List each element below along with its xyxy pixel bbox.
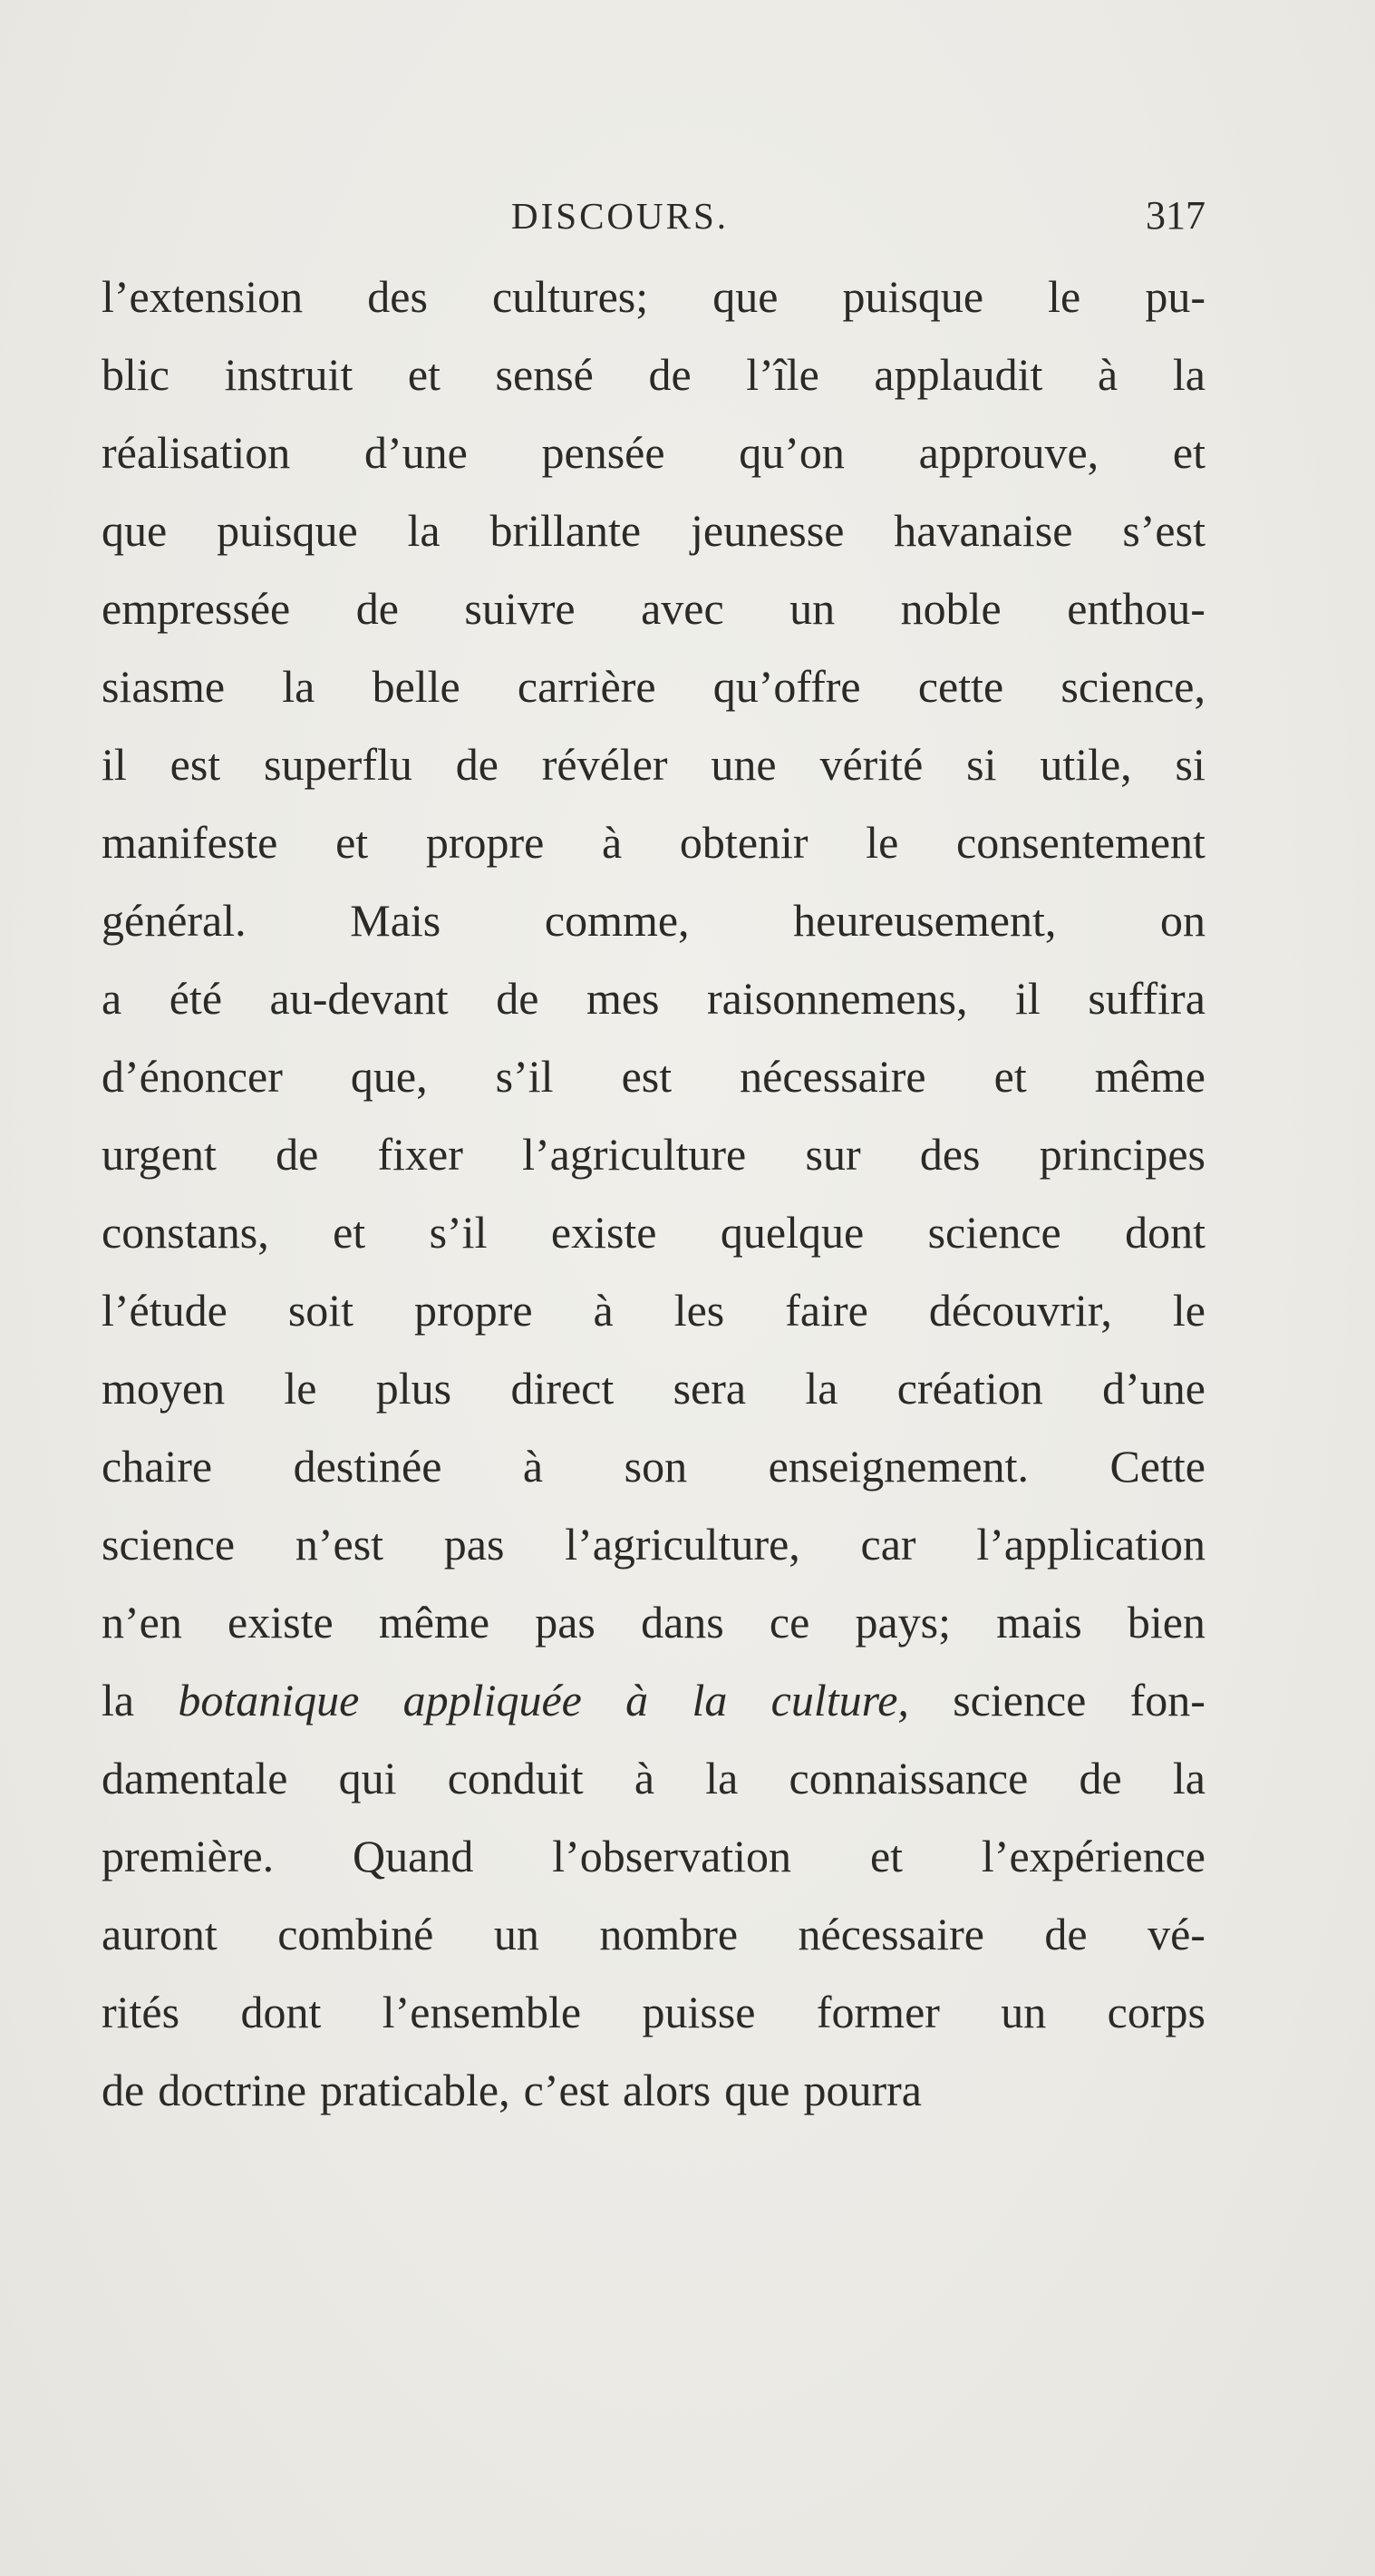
word: brillante bbox=[489, 505, 642, 556]
word: l’application bbox=[976, 1519, 1206, 1570]
word: connaissance bbox=[789, 1753, 1029, 1803]
text-line bbox=[102, 413, 1206, 491]
word: nécessaire bbox=[740, 1051, 926, 1102]
word: vé- bbox=[1147, 1909, 1206, 1959]
page-number: 317 bbox=[1146, 193, 1206, 238]
word: siasme bbox=[102, 661, 226, 712]
word: heureusement, bbox=[793, 895, 1057, 946]
word: d’une bbox=[363, 427, 468, 478]
text-line bbox=[102, 1973, 1206, 2051]
word: de bbox=[1079, 1753, 1122, 1803]
word: destinée bbox=[293, 1441, 442, 1492]
word: puisse bbox=[642, 1987, 756, 2037]
word: utile, bbox=[1040, 739, 1132, 790]
text-line bbox=[102, 569, 1206, 647]
word: que bbox=[712, 271, 779, 322]
word: de bbox=[455, 739, 499, 790]
word: noble bbox=[900, 583, 1002, 634]
word: première. bbox=[102, 1831, 275, 1881]
word: science bbox=[102, 1519, 236, 1570]
word-italic: botanique bbox=[178, 1675, 360, 1725]
word: qu’on bbox=[739, 427, 845, 478]
word: puisque bbox=[842, 271, 984, 322]
word: damentale bbox=[102, 1753, 288, 1803]
word: enthou- bbox=[1067, 583, 1206, 634]
word: d’énoncer bbox=[102, 1051, 283, 1102]
word: corps bbox=[1107, 1987, 1206, 2037]
word: s’il bbox=[429, 1207, 488, 1258]
word: son bbox=[624, 1441, 688, 1492]
word: même bbox=[378, 1597, 490, 1648]
word: sensé bbox=[495, 349, 594, 400]
word: l’expérience bbox=[981, 1831, 1206, 1881]
word: si bbox=[1175, 739, 1206, 790]
word: doctrine bbox=[158, 2065, 307, 2115]
word: instruit bbox=[224, 349, 353, 400]
word: belle bbox=[372, 661, 460, 712]
word: moyen bbox=[102, 1363, 226, 1414]
word: applaudit bbox=[874, 349, 1043, 400]
word: et bbox=[333, 1207, 366, 1258]
word: création bbox=[896, 1363, 1043, 1414]
text-line bbox=[102, 1661, 1206, 1739]
word: sur bbox=[805, 1129, 861, 1180]
word: havanaise bbox=[894, 505, 1073, 556]
word: consentement bbox=[956, 817, 1206, 868]
word: l’agriculture, bbox=[565, 1519, 800, 1570]
word: existe bbox=[228, 1597, 334, 1648]
word: empressée bbox=[102, 583, 291, 634]
word: pensée bbox=[541, 427, 665, 478]
text-line bbox=[102, 1349, 1206, 1427]
word: s’il bbox=[495, 1051, 554, 1102]
text-line bbox=[102, 335, 1206, 413]
word: et bbox=[335, 817, 369, 868]
word: pays; bbox=[855, 1597, 952, 1648]
body-text bbox=[102, 258, 1206, 2129]
word-italic: la bbox=[692, 1675, 728, 1725]
word: la bbox=[705, 1753, 739, 1803]
word: et bbox=[993, 1051, 1027, 1102]
word: de bbox=[648, 349, 692, 400]
word: nécessaire bbox=[798, 1909, 984, 1959]
word: pas bbox=[535, 1597, 596, 1648]
word: est bbox=[621, 1051, 673, 1102]
word: s’est bbox=[1122, 505, 1206, 556]
word: qu’offre bbox=[712, 661, 861, 712]
word: n’est bbox=[295, 1519, 384, 1570]
word: il bbox=[1014, 973, 1041, 1024]
word: Cette bbox=[1109, 1441, 1206, 1492]
word: à bbox=[602, 817, 623, 868]
word: que bbox=[102, 505, 168, 556]
word: on bbox=[1159, 895, 1206, 946]
word: science, bbox=[1060, 661, 1206, 712]
word: la bbox=[1172, 1753, 1206, 1803]
word: à bbox=[522, 1441, 544, 1492]
word: le bbox=[1172, 1285, 1206, 1336]
word: qui bbox=[338, 1753, 397, 1803]
text-line bbox=[102, 803, 1206, 881]
word: a bbox=[102, 973, 122, 1024]
word: de bbox=[496, 973, 539, 1024]
word: suffira bbox=[1088, 973, 1206, 1024]
word: comme, bbox=[544, 895, 690, 946]
running-head: DISCOURS. bbox=[511, 195, 730, 237]
word: mes bbox=[586, 973, 660, 1024]
text-line bbox=[102, 1583, 1206, 1661]
word: la bbox=[1172, 349, 1206, 400]
word: chaire bbox=[102, 1441, 213, 1492]
word: l’île bbox=[746, 349, 819, 400]
word: les bbox=[673, 1285, 725, 1336]
word: d’une bbox=[1102, 1363, 1206, 1414]
word: pas bbox=[443, 1519, 505, 1570]
word: urgent bbox=[102, 1129, 217, 1180]
word: pourra bbox=[803, 2065, 922, 2115]
word: praticable, bbox=[320, 2065, 510, 2115]
word: que bbox=[724, 2065, 790, 2115]
word: une bbox=[711, 739, 777, 790]
word: l’agriculture bbox=[522, 1129, 747, 1180]
text-line bbox=[102, 1115, 1206, 1193]
text-line bbox=[102, 881, 1206, 959]
word: Quand bbox=[353, 1831, 474, 1881]
word: n’en bbox=[102, 1597, 182, 1648]
word: combiné bbox=[277, 1909, 434, 1959]
word: révéler bbox=[541, 739, 668, 790]
word: nombre bbox=[599, 1909, 739, 1959]
text-line bbox=[102, 1037, 1206, 1115]
word: même bbox=[1094, 1051, 1206, 1102]
word-italic: à bbox=[625, 1675, 649, 1725]
text-line bbox=[102, 258, 1206, 335]
word: des bbox=[367, 271, 428, 322]
word: auront bbox=[102, 1909, 218, 1959]
word: et bbox=[1172, 427, 1206, 478]
word: manifeste bbox=[102, 817, 278, 868]
text-line bbox=[102, 1505, 1206, 1583]
word: réalisation bbox=[102, 427, 291, 478]
word: alors bbox=[623, 2065, 712, 2115]
word: l’observation bbox=[552, 1831, 792, 1881]
word: de bbox=[102, 2065, 145, 2115]
word: science bbox=[927, 1207, 1061, 1258]
word: cette bbox=[917, 661, 1004, 712]
word: fixer bbox=[377, 1129, 463, 1180]
word: constans, bbox=[102, 1207, 269, 1258]
word: former bbox=[816, 1987, 940, 2037]
word: à bbox=[634, 1753, 655, 1803]
word: direct bbox=[510, 1363, 615, 1414]
word: de bbox=[276, 1129, 319, 1180]
word: cultures; bbox=[491, 271, 649, 322]
word: fon- bbox=[1129, 1675, 1206, 1725]
word: la bbox=[102, 1675, 135, 1725]
word: Mais bbox=[350, 895, 441, 946]
word: avec bbox=[641, 583, 724, 634]
text-line bbox=[102, 1193, 1206, 1271]
word: mais bbox=[996, 1597, 1082, 1648]
word: bien bbox=[1127, 1597, 1206, 1648]
word: pu- bbox=[1145, 271, 1206, 322]
word-italic: culture, bbox=[770, 1675, 909, 1725]
text-line bbox=[102, 1895, 1206, 1973]
text-line bbox=[102, 1817, 1206, 1895]
word: découvrir, bbox=[928, 1285, 1112, 1336]
word: enseignement. bbox=[768, 1441, 1029, 1492]
word: un bbox=[1001, 1987, 1047, 2037]
text-line bbox=[102, 1427, 1206, 1505]
word: général. bbox=[102, 895, 247, 946]
word: quelque bbox=[720, 1207, 865, 1258]
word: dont bbox=[1125, 1207, 1206, 1258]
text-line bbox=[102, 725, 1206, 803]
word: superflu bbox=[264, 739, 412, 790]
word: jeunesse bbox=[691, 505, 845, 556]
word: conduit bbox=[447, 1753, 584, 1803]
word: un bbox=[493, 1909, 539, 1959]
word: des bbox=[919, 1129, 981, 1180]
word: le bbox=[866, 817, 899, 868]
word: existe bbox=[550, 1207, 657, 1258]
word: et bbox=[869, 1831, 904, 1881]
word: propre bbox=[425, 817, 545, 868]
word: plus bbox=[375, 1363, 452, 1414]
word: été bbox=[169, 973, 223, 1024]
word: blic bbox=[102, 349, 169, 400]
word: ce bbox=[769, 1597, 810, 1648]
word: l’étude bbox=[102, 1285, 228, 1336]
word: si bbox=[966, 739, 997, 790]
word: suivre bbox=[464, 583, 576, 634]
word: à bbox=[593, 1285, 614, 1336]
text-line bbox=[102, 1271, 1206, 1349]
word: la bbox=[805, 1363, 838, 1414]
word: que, bbox=[350, 1051, 428, 1102]
word: et bbox=[407, 349, 441, 400]
word: faire bbox=[785, 1285, 868, 1336]
word-italic: appliquée bbox=[402, 1675, 582, 1725]
word: de bbox=[1044, 1909, 1088, 1959]
word: le bbox=[284, 1363, 317, 1414]
word: sera bbox=[673, 1363, 747, 1414]
text-line bbox=[102, 647, 1206, 725]
text-line bbox=[102, 491, 1206, 569]
page-header bbox=[102, 189, 1206, 243]
word: carrière bbox=[517, 661, 656, 712]
word: obtenir bbox=[679, 817, 809, 868]
word: c’est bbox=[523, 2065, 610, 2115]
word: raisonnemens, bbox=[707, 973, 968, 1024]
word: vérité bbox=[819, 739, 924, 790]
word: l’ensemble bbox=[382, 1987, 582, 2037]
word: un bbox=[789, 583, 836, 634]
word: dont bbox=[240, 1987, 322, 2037]
word: au-devant bbox=[269, 973, 449, 1024]
word: la bbox=[407, 505, 441, 556]
word: à bbox=[1098, 349, 1118, 400]
word: principes bbox=[1039, 1129, 1206, 1180]
text-line bbox=[102, 2051, 1206, 2129]
word: il bbox=[102, 739, 127, 790]
word: science bbox=[953, 1675, 1087, 1725]
word: de bbox=[355, 583, 399, 634]
word: car bbox=[860, 1519, 916, 1570]
word: rités bbox=[102, 1987, 180, 2037]
text-line bbox=[102, 1739, 1206, 1817]
word: approuve, bbox=[918, 427, 1099, 478]
word: soit bbox=[287, 1285, 354, 1336]
word: est bbox=[169, 739, 221, 790]
word: puisque bbox=[217, 505, 358, 556]
text-line bbox=[102, 959, 1206, 1037]
word: propre bbox=[414, 1285, 533, 1336]
word: la bbox=[282, 661, 315, 712]
word: dans bbox=[641, 1597, 724, 1648]
word: le bbox=[1048, 271, 1081, 322]
word: l’extension bbox=[102, 271, 304, 322]
